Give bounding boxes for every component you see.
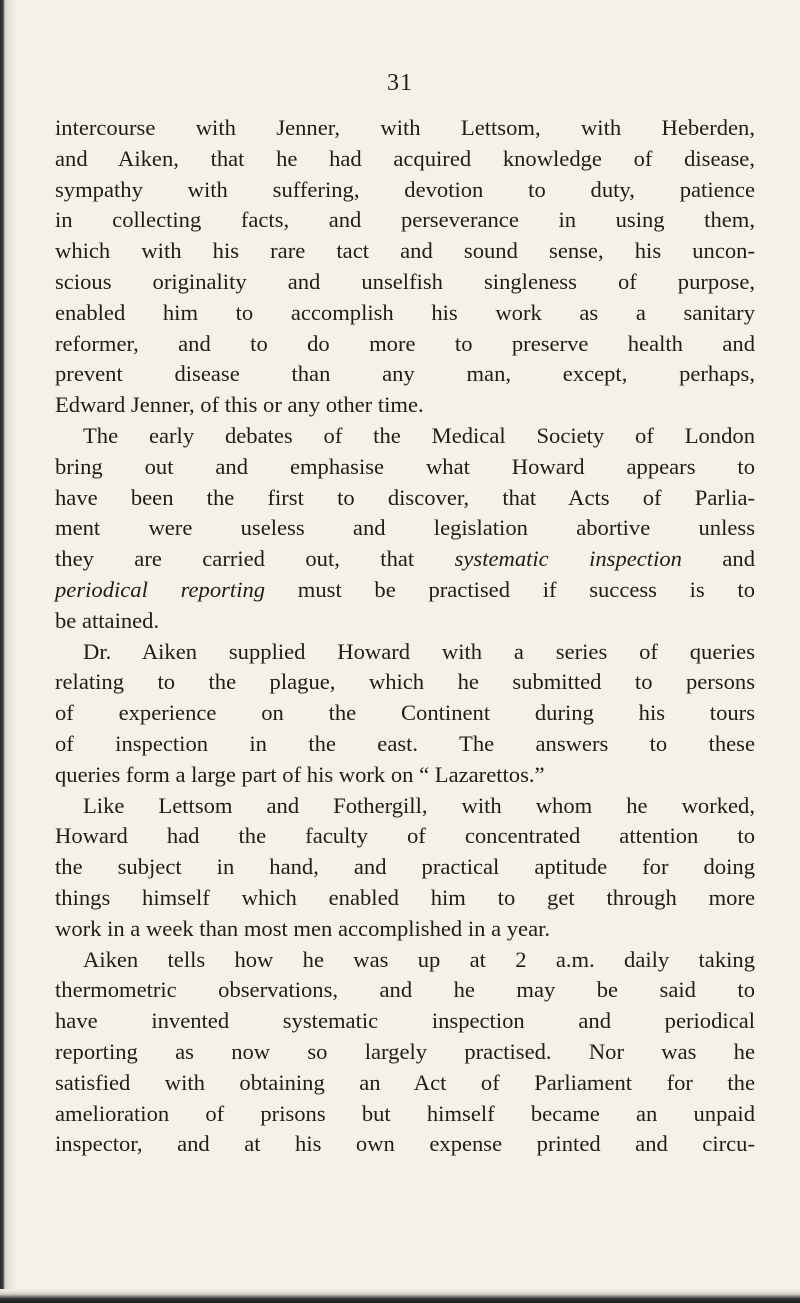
text-line: be attained.: [55, 607, 160, 633]
text-line: Howard had the faculty of concentrated attention to: [55, 823, 755, 849]
text-line: of inspection in the east. The answers to these: [55, 730, 755, 756]
text-line: Edward Jenner, of this or any other time.: [55, 392, 424, 418]
text-line: queries form a large part of his work on “ Lazarettos.”: [55, 761, 545, 787]
text-line: work in a week than most men accomplished in a year.: [55, 915, 551, 941]
text-line: which with his rare tact and sound sense, his uncon-: [55, 238, 755, 264]
text-line: relating to the plague, which he submitted to persons: [55, 669, 755, 695]
text-line: scious originality and unselfish singleness of purpose,: [55, 268, 755, 294]
text-line: of experience on the Continent during his tours: [55, 700, 755, 726]
body-text: [55, 113, 755, 1160]
text-line: satisfied with obtaining an Act of Parliament for the: [55, 1069, 755, 1095]
text-line: have been the first to discover, that Acts of Parlia-: [55, 484, 755, 510]
text-line: reporting as now so largely practised. Nor was he: [55, 1038, 755, 1064]
text-line: thermometric observations, and he may be said to: [55, 977, 755, 1003]
text-line: have invented systematic inspection and periodical: [55, 1008, 755, 1034]
text-line: intercourse with Jenner, with Lettsom, with Heberden,: [55, 115, 755, 140]
text-line: they are carried out, that systematic inspection and: [55, 546, 755, 572]
text-line: prevent disease than any man, except, perhaps,: [55, 361, 755, 387]
emphasis-text: periodical reporting: [55, 576, 266, 602]
text-line: amelioration of prisons but himself became an unpaid: [55, 1100, 755, 1126]
text-line: in collecting facts, and perseverance in using them,: [55, 207, 755, 233]
page-number: 31: [387, 70, 413, 96]
scan-binding-edge: [0, 0, 16, 1303]
text-line: inspector, and at his own expense printed and circu-: [55, 1131, 755, 1157]
text-line: sympathy with suffering, devotion to duty, patience: [55, 176, 755, 202]
text-line: The early debates of the Medical Society of London: [83, 422, 755, 448]
text-line: reformer, and to do more to preserve health and: [55, 330, 755, 356]
text-line: the subject in hand, and practical aptitude for doing: [55, 854, 755, 880]
scan-bottom-edge: [0, 1289, 800, 1303]
text-line: periodical reporting must be practised if success is to: [55, 576, 755, 602]
emphasis-text: systematic inspection: [454, 546, 682, 572]
text-line: Like Lettsom and Fothergill, with whom he worked,: [83, 792, 755, 818]
text-line: things himself which enabled him to get through more: [55, 884, 755, 910]
text-line: ment were useless and legislation abortive unless: [55, 515, 755, 541]
text-line: Aiken tells how he was up at 2 a.m. daily taking: [83, 946, 755, 972]
text-line: Dr. Aiken supplied Howard with a series of queries: [83, 638, 755, 664]
text-line: bring out and emphasise what Howard appears to: [55, 453, 755, 479]
text-line: and Aiken, that he had acquired knowledge of disease,: [55, 145, 755, 171]
text-line: enabled him to accomplish his work as a sanitary: [55, 299, 755, 325]
